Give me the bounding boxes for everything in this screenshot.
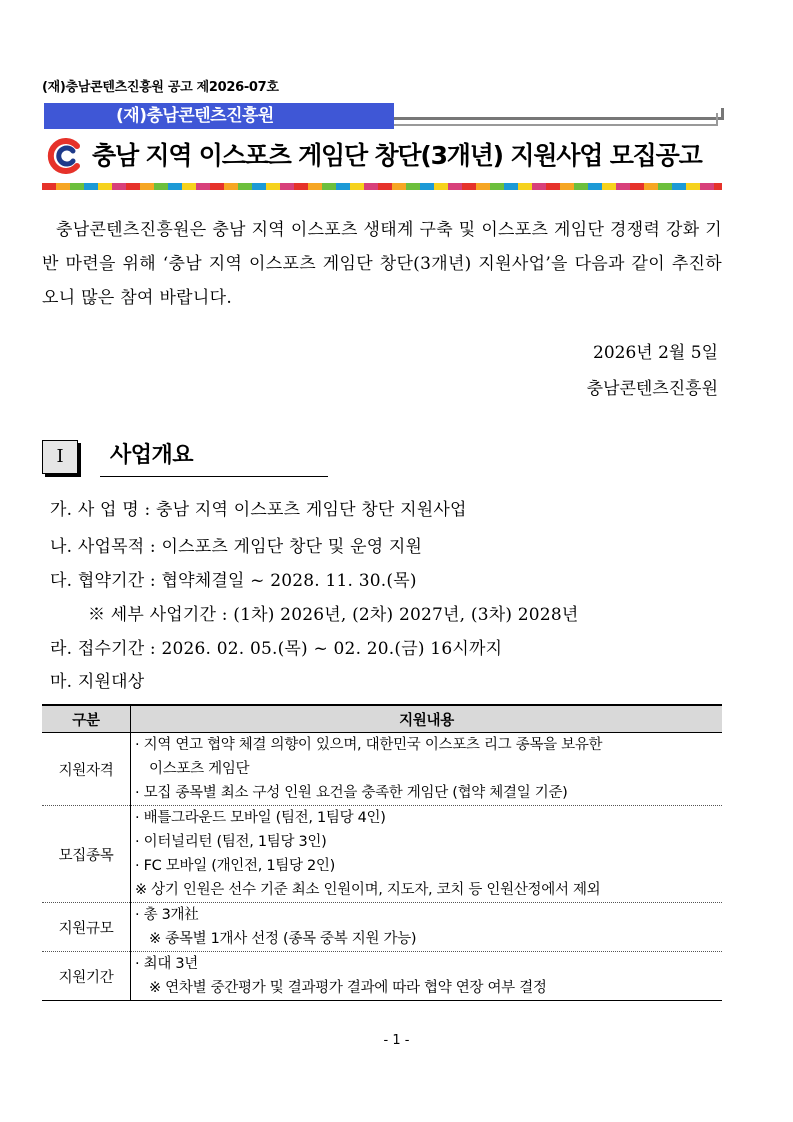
row-line: ※ 종목별 1개사 선정 (종목 중복 지원 가능): [149, 931, 417, 947]
row-line: · 모집 종목별 최소 구성 인원 요건을 충족한 게임단 (협약 체결일 기준): [135, 785, 568, 801]
org-logo-icon: [47, 138, 83, 174]
row-label: 지원자격: [42, 733, 131, 806]
row-line: · FC 모바일 (개인전, 1팀당 2인): [135, 858, 335, 874]
page-title: 충남 지역 이스포츠 게임단 창단(3개년) 지원사업 모집공고: [92, 141, 702, 170]
row-line: ※ 연차별 중간평가 및 결과평가 결과에 따라 협약 연장 여부 결정: [149, 980, 547, 996]
item-agreement-period: 다. 협약기간 : 협약체결일 ~ 2028. 11. 30.(목): [50, 571, 417, 591]
item-detail-period-note: ※ 세부 사업기간 : (1차) 2026년, (2차) 2027년, (3차) 2028년: [88, 605, 579, 625]
intro-paragraph: [42, 213, 722, 315]
table-row: [42, 952, 722, 1001]
banner-rule: [394, 124, 718, 126]
row-line: · 배틀그라운드 모바일 (팀전, 1팀당 4인): [135, 810, 386, 826]
intro-text: 충남콘텐츠진흥원은 충남 지역 이스포츠 생태계 구축 및 이스포츠 게임단 경쟁력 강화 기반 마련을 위해 ‘충남 지역 이스포츠 게임단 창단(3개년) 지원사업’을 다음과 같이 추진하오니 많은 참여 바랍니다.: [42, 220, 722, 308]
row-label: 지원규모: [42, 903, 131, 952]
banner-rule: [716, 113, 718, 126]
item-application-period: 라. 접수기간 : 2026. 02. 05.(목) ~ 02. 20.(금) 16시까지: [50, 639, 503, 659]
banner-rule: [721, 108, 724, 120]
table-row: [42, 903, 722, 952]
org-banner: (재)충남콘텐츠진흥원: [44, 103, 394, 129]
table-header-content: 지원내용: [131, 705, 723, 733]
row-line: · 이터널리턴 (팀전, 1팀당 3인): [135, 834, 327, 850]
item-eligibility: 마. 지원대상: [50, 672, 145, 692]
notice-number: (재)충남콘텐츠진흥원 공고 제2026-07호: [42, 80, 279, 95]
row-line: · 총 3개社: [135, 907, 199, 923]
notice-signer: 충남콘텐츠진흥원: [586, 379, 718, 399]
item-project-name: 가. 사 업 명 : 충남 지역 이스포츠 게임단 창단 지원사업: [50, 500, 467, 520]
page-number: - 1 -: [383, 1033, 410, 1048]
support-table: [42, 704, 722, 1001]
table-row: [42, 733, 722, 806]
row-label: 지원기간: [42, 952, 131, 1001]
table-row: [42, 806, 722, 903]
row-line: ※ 상기 인원은 선수 기준 최소 인원이며, 지도자, 코치 등 인원산정에서 제외: [135, 882, 601, 898]
row-content: [131, 952, 723, 1001]
row-line: · 지역 연고 협약 체결 의향이 있으며, 대한민국 이스포츠 리그 종목을 보유한: [135, 737, 603, 753]
row-content: [131, 733, 723, 806]
section-number-box: Ⅰ: [42, 440, 78, 474]
item-project-purpose: 나. 사업목적 : 이스포츠 게임단 창단 및 운영 지원: [50, 537, 423, 557]
row-line: · 최대 3년: [135, 956, 198, 972]
section-underline: [100, 476, 328, 477]
row-content: [131, 806, 723, 903]
row-content: [131, 903, 723, 952]
row-label: 모집종목: [42, 806, 131, 903]
color-stripe: [42, 183, 722, 190]
row-line: 이스포츠 게임단: [149, 761, 250, 777]
banner-rule: [394, 117, 724, 120]
table-header-category: 구분: [42, 705, 131, 733]
notice-date: 2026년 2월 5일: [593, 343, 718, 363]
table-header-row: [42, 705, 722, 733]
section-title: 사업개요: [110, 443, 194, 468]
